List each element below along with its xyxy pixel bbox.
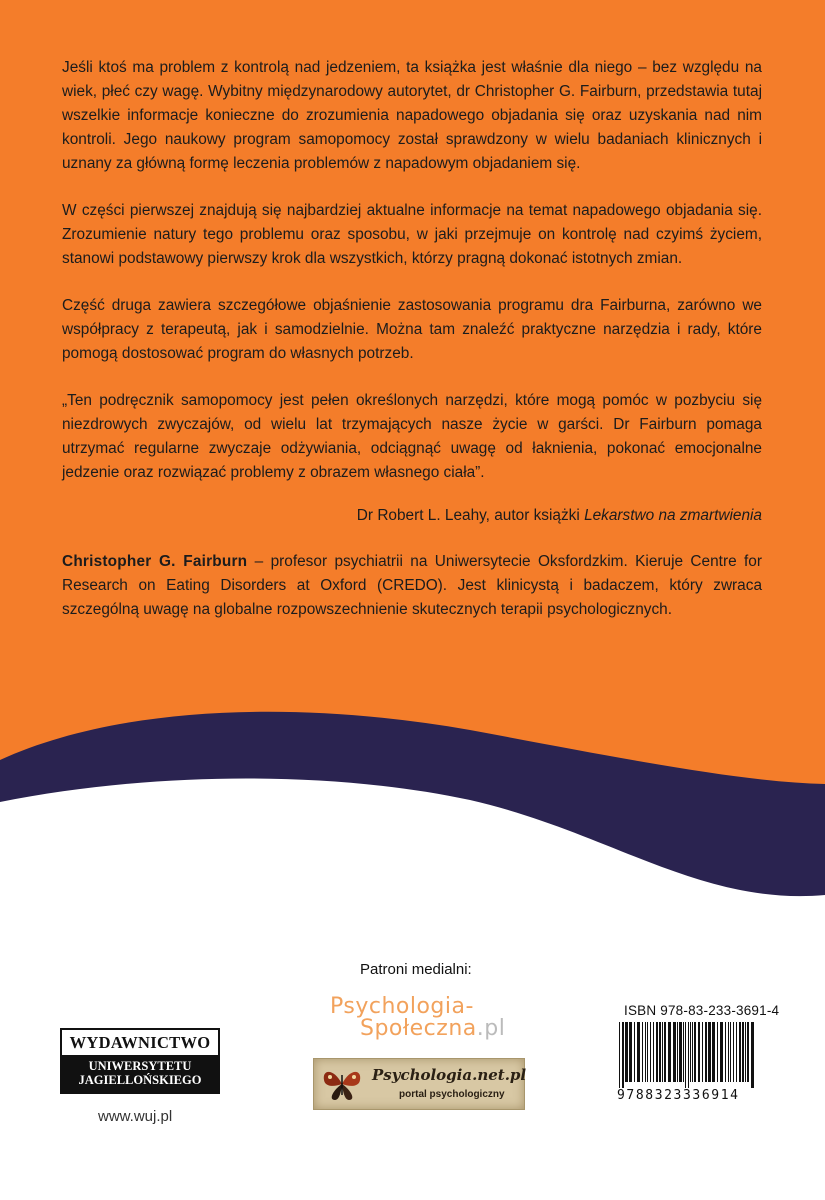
barcode-bar: [698, 1022, 700, 1082]
barcode-bar: [642, 1022, 643, 1082]
psychologia-spoleczna-logo: [330, 996, 505, 1040]
barcode-bar: [662, 1022, 663, 1082]
barcode-bar: [659, 1022, 661, 1082]
barcode-bar: [725, 1022, 726, 1082]
butterfly-icon: [320, 1065, 364, 1103]
barcode-bar: [685, 1022, 686, 1088]
barcode-bar: [619, 1022, 620, 1088]
barcode-bar: [683, 1022, 684, 1082]
barcode-bar: [673, 1022, 676, 1082]
barcode-bar: [733, 1022, 734, 1082]
blurb-quote: „Ten podręcznik samopomocy jest pełen określonych narzędzi, które mogą pomóc w pozbyciu się niezdrowych zwyczajów, od wielu lat trzymających nasze życie w garści. Dr Fairburn pomaga utrzymać regularne zwyczaje odżywiania, odciągnąć uwagę od łaknienia, pokonać emocjonalne jedzenie oraz rozwiązać problemy z obrazem własnego ciała”.: [62, 392, 762, 481]
barcode-bar: [629, 1022, 632, 1082]
barcode-bar: [688, 1022, 689, 1088]
barcode-bar: [712, 1022, 715, 1082]
barcode-bar: [622, 1022, 624, 1088]
isbn-barcode: [617, 1022, 759, 1088]
logo1-line1: Psychologia-: [330, 994, 474, 1019]
barcode-bar: [679, 1022, 682, 1082]
isbn-label: ISBN 978-83-233-3691-4: [624, 1003, 780, 1018]
barcode-bar: [694, 1022, 696, 1082]
barcode-bar: [645, 1022, 646, 1082]
barcode-bar: [656, 1022, 658, 1082]
publisher-logo: [60, 1028, 220, 1094]
barcode-bar: [647, 1022, 648, 1082]
barcode-bar: [730, 1022, 731, 1082]
barcode-bar: [677, 1022, 678, 1082]
barcode-bar: [668, 1022, 671, 1082]
author-bio: [62, 550, 762, 622]
blurb-paragraph-3: Część druga zawiera szczegółowe objaśnienie zastosowania programu dra Fairburna, zarówno we współpracy z terapeutą, jak i samodzielnie. Można tam znaleźć praktyczne narzędzia i rady, które pomogą dostosować program do własnych potrzeb.: [62, 297, 762, 362]
publisher-top-label: WYDAWNICTWO: [69, 1033, 211, 1052]
barcode-bar: [690, 1022, 691, 1082]
barcode-bar: [728, 1022, 729, 1082]
quote-attribution: [62, 504, 762, 528]
blurb-paragraph-1: Jeśli ktoś ma problem z kontrolą nad jedzeniem, ta książka jest właśnie dla niego – bez względu na wiek, płeć czy wagę. Wybitny międzynarodowy autorytet, dr Christopher G. Fairburn, przedstawia tutaj wszelkie informacje konieczne do zrozumienia napadowego objadania się oraz uzyskania nad nim kontroli. Jego naukowy program samopomocy został sprawdzony w wielu badaniach klinicznych i uznany za główną formę leczenia problemów z napadowym objadaniem się.: [62, 59, 762, 172]
logo1-line2: Społeczna: [360, 1016, 477, 1041]
quote-book-title: Lekarstwo na zmartwienia: [584, 507, 762, 524]
barcode-bar: [736, 1022, 737, 1082]
barcode-bar: [742, 1022, 744, 1082]
barcode-bar: [692, 1022, 693, 1082]
barcode-bar: [708, 1022, 711, 1082]
barcode-bar: [717, 1022, 718, 1082]
media-patrons-label: Patroni medialni:: [360, 961, 472, 978]
barcode-bar: [745, 1022, 746, 1082]
barcode-bar: [747, 1022, 749, 1082]
barcode-bar: [705, 1022, 707, 1082]
logo2-subtitle: portal psychologiczny: [399, 1089, 505, 1100]
logo2-title: Psychologia.net.pl: [372, 1066, 527, 1084]
blurb-text: [62, 56, 762, 645]
author-name: Christopher G. Fairburn: [62, 553, 248, 570]
quote-author: Dr Robert L. Leahy, autor książki: [356, 507, 585, 524]
publisher-bottom-label: [62, 1055, 218, 1092]
barcode-bar: [650, 1022, 651, 1082]
publisher-url: www.wuj.pl: [98, 1108, 173, 1125]
author-bio-text: – profesor psychiatrii na Uniwersytecie Oksfordzkim. Kieruje Centre for Research on Eating Disorders at Oxford (CREDO). Jest klinicystą i badaczem, który zwraca szczególną uwagę na globalne rozpowszechnienie skutecznych terapii psychologicznych.: [62, 553, 762, 618]
psychologia-net-logo: [313, 1058, 525, 1110]
publisher-line1: UNIWERSYTETU: [88, 1059, 192, 1073]
barcode-bar: [625, 1022, 628, 1082]
barcode-bar: [637, 1022, 640, 1082]
barcode-bar: [702, 1022, 703, 1082]
barcode-bar: [751, 1022, 754, 1088]
barcode-bar: [720, 1022, 723, 1082]
barcode-bar: [634, 1022, 635, 1082]
barcode-bar: [739, 1022, 741, 1082]
logo1-tld: .pl: [476, 1016, 506, 1041]
barcode-digits: 9788323336914: [617, 1088, 740, 1103]
blurb-paragraph-2: W części pierwszej znajdują się najbardziej aktualne informacje na temat napadowego objadania się. Zrozumienie natury tego problemu oraz sposobu, w jaki przejmuje on kontrolę nad czyimś życiem, stanowi podstawowy pierwszy krok dla wszystkich, którzy pragną dokonać istotnych zmian.: [62, 202, 762, 267]
barcode-bar: [653, 1022, 654, 1082]
publisher-line2: JAGIELLOŃSKIEGO: [78, 1073, 202, 1087]
barcode-bar: [664, 1022, 666, 1082]
